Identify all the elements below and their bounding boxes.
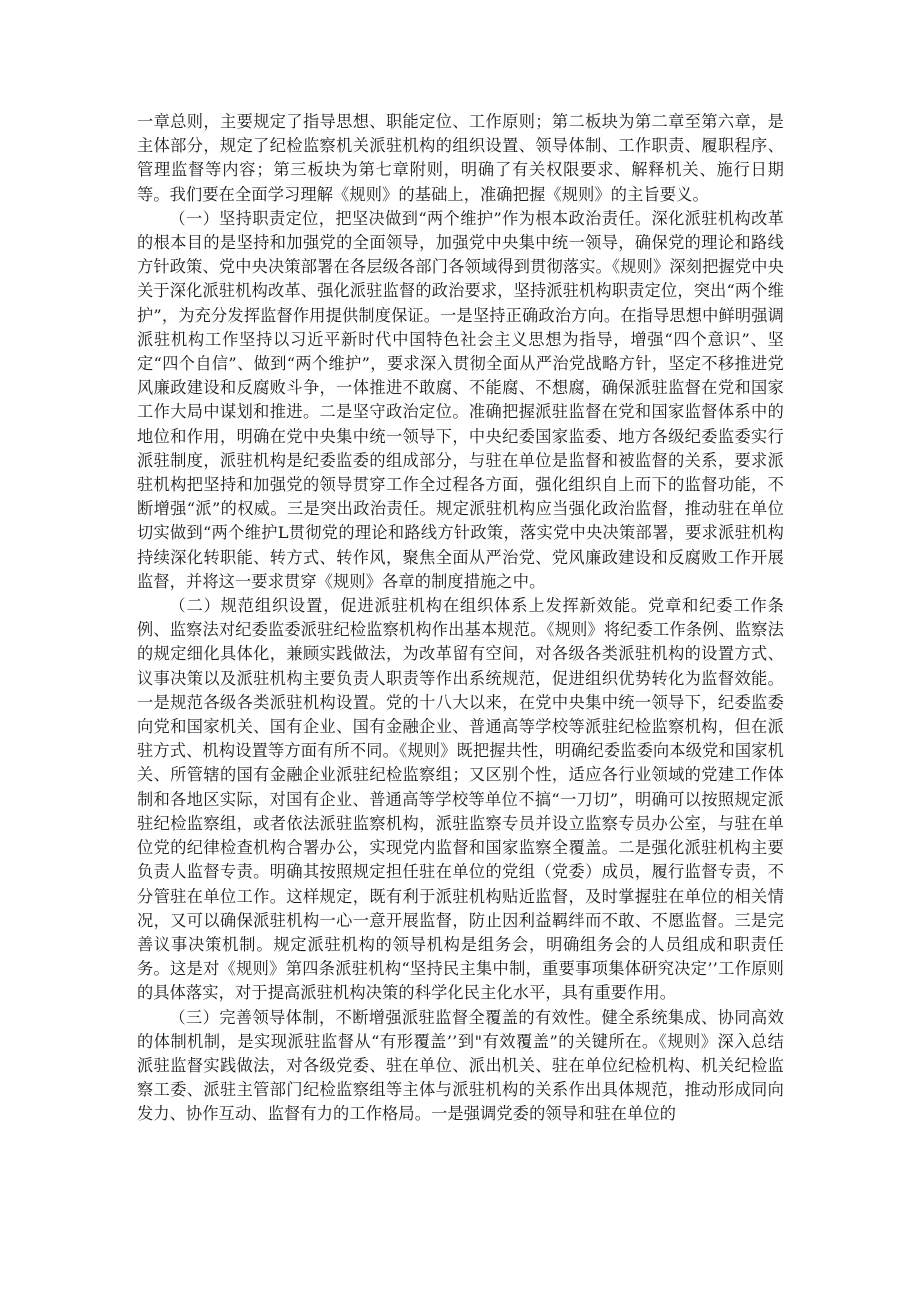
paragraph-intro: 一章总则，主要规定了指导思想、职能定位、工作原则；第二板块为第二章至第六章，是主体部分，规定了纪检监察机关派驻机构的组织设置、领导体制、工作职责、履职程序、管理监督等内容；第三板块为第七章附则，明确了有关权限要求、解释机关、施行日期等。我们要在全面学习理解《规则》的基础上，准确把握《规则》的主旨要义。 [137, 112, 784, 204]
paragraph-section-1: （一）坚持职责定位，把坚决做到“两个维护”作为根本政治责任。深化派驻机构改革的根本目的是坚持和加强党的全面领导，加强党中央集中统一领导，确保党的理论和路线方针政策、党中央决策部署在各层级各部门各领域得到贯彻落实。《规则》深刻把握党中央关于深化派驻机构改革、强化派驻监督的政治要求，坚持派驻机构职责定位，突出“两个维护”，为充分发挥监督作用提供制度保证。一是坚持正确政治方向。在指导思想中鲜明强调派驻机构工作坚持以习近平新时代中国特色社会主义思想为指导，增强“四个意识”、坚定“四个自信”、做到“两个维护”，要求深入贯彻全面从严治党战略方针，坚定不移推进党风廉政建设和反腐败斗争，一体推进不敢腐、不能腐、不想腐，确保派驻监督在党和国家工作大局中谋划和推进。二是坚守政治定位。准确把握派驻监督在党和国家监督体系中的地位和作用，明确在党中央集中统一领导下，中央纪委国家监委、地方各级纪委监委实行派驻制度，派驻机构是纪委监委的组成部分，与驻在单位是监督和被监督的关系，要求派驻机构把坚持和加强党的领导贯穿工作全过程各方面，强化组织自上而下的监督功能，不断增强“派”的权威。三是突出政治责任。规定派驻机构应当强化政治监督，推动驻在单位切实做到“两个维护L贯彻党的理论和路线方针政策，落实党中央决策部署，要求派驻机构持续深化转职能、转方式、转作风，聚焦全面从严治党、党风廉政建设和反腐败工作开展监督，并将这一要求贯穿《规则》各章的制度措施之中。 [137, 208, 784, 591]
paragraph-section-3: （三）完善领导体制，不断增强派驻监督全覆盖的有效性。健全系统集成、协同高效的体制机制，是实现派驻监督从“有形覆盖’’到"有效覆盖”的关键所在。《规则》深入总结派驻监督实践做法，对各级党委、驻在单位、派出机关、驻在单位纪检机构、机关纪检监察工委、派驻主管部门纪检监察组等主体与派驻机构的关系作出具体规范，推动形成同向发力、协作互动、监督有力的工作格局。一是强调党委的领导和驻在单位的 [137, 1007, 784, 1124]
paragraph-section-2: （二）规范组织设置，促进派驻机构在组织体系上发挥新效能。党章和纪委工作条例、监察法对纪委监委派驻纪检监察机构作出基本规范。《规则》将纪委工作条例、监察法的规定细化具体化，兼顾实践做法，为改革留有空间，对各级各类派驻机构的设置方式、议事决策以及派驻机构主要负责人职责等作出系统规范，促进组织优势转化为监督效能。一是规范各级各类派驻机构设置。党的十八大以来，在党中央集中统一领导下，纪委监委向党和国家机关、国有企业、国有金融企业、普通高等学校等派驻纪检监察机构，但在派驻方式、机构设置等方面有所不同。《规则》既把握共性，明确纪委监委向本级党和国家机关、所管辖的国有金融企业派驻纪检监察组；又区别个性，适应各行业领域的党建工作体制和各地区实际，对国有企业、普通高等学校等单位不搞“一刀切”，明确可以按照规定派驻纪检监察组，或者依法派驻监察机构，派驻监察专员并设立监察专员办公室，与驻在单位党的纪律检查机构合署办公，实现党内监督和国家监察全覆盖。二是强化派驻机构主要负责人监督专责。明确其按照规定担任驻在单位的党组（党委）成员，履行监督专责，不分管驻在单位工作。这样规定，既有利于派驻机构贴近监督，及时掌握驻在单位的相关情况，又可以确保派驻机构一心一意开展监督，防止因利益羁绊而不敢、不愿监督。三是完善议事决策机制。规定派驻机构的领导机构是组务会，明确组务会的人员组成和职责任务。这是对《规则》第四条派驻机构“坚持民主集中制，重要事项集体研究决定’’工作原则的具体落实，对于提高派驻机构决策的科学化民主化水平，具有重要作用。 [137, 596, 784, 1003]
document-body [137, 110, 784, 1127]
